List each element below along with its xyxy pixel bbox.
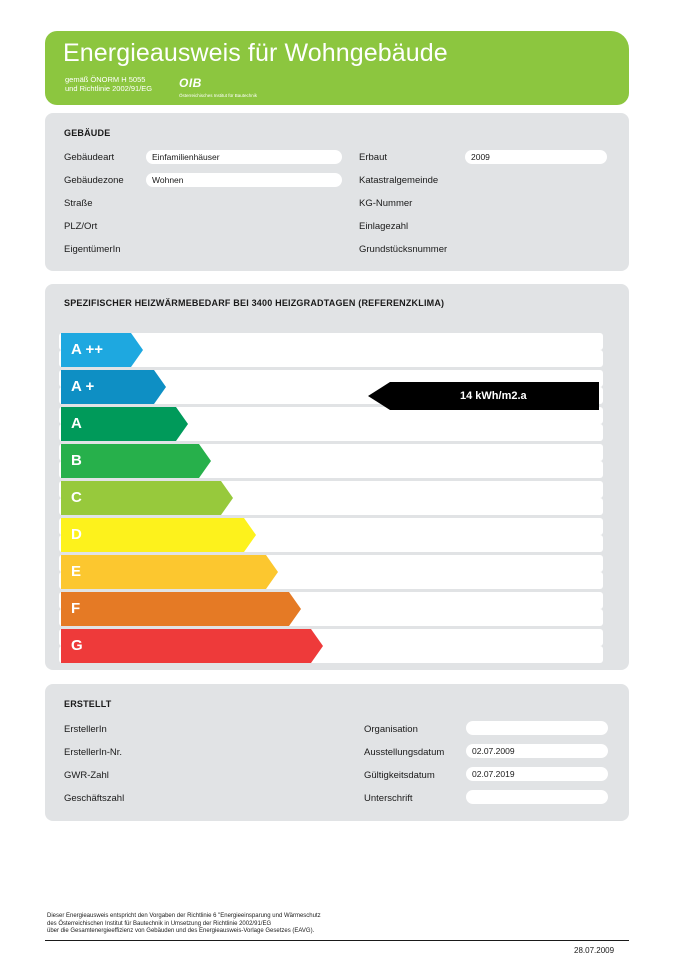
plot-number-label: Grundstücksnummer xyxy=(359,244,448,255)
energy-class-label: C xyxy=(71,489,82,506)
footer-note-line-1: Dieser Energieausweis entspricht den Vorgaben der Richtlinie 6 "Energieeinsparung und Wärmeschutz xyxy=(47,913,321,919)
gwr-number-label: GWR-Zahl xyxy=(64,770,109,781)
oib-logo-tagline: Österreichisches Institut für Bautechnik xyxy=(179,93,258,98)
building-zone-field: Wohnen xyxy=(146,173,342,187)
building-panel xyxy=(45,113,629,271)
energy-class-label: E xyxy=(71,563,82,580)
signature-field xyxy=(466,790,608,804)
validity-date-label: Gültigkeitsdatum xyxy=(364,770,435,781)
energy-class-6 xyxy=(61,518,256,552)
energy-class-arrow xyxy=(61,444,211,478)
energy-class-2 xyxy=(61,370,166,404)
energy-class-arrow xyxy=(61,481,233,515)
footer-divider xyxy=(45,940,629,941)
issue-date-field: 02.07.2009 xyxy=(466,744,608,758)
creator-number-label: ErstellerIn-Nr. xyxy=(64,747,123,758)
subtitle-line-1: gemäß ÖNORM H 5055 xyxy=(65,75,146,84)
footer-note-line-2: des Österreichischen Institut für Bautechnik in Umsetzung der Richtlinie 2002/91/EG xyxy=(47,920,272,927)
file-number-label: Geschäftszahl xyxy=(64,793,125,804)
header-banner xyxy=(45,31,629,105)
energy-class-7 xyxy=(61,555,278,589)
created-panel-title: ERSTELLT xyxy=(64,699,112,709)
energy-class-9 xyxy=(61,629,323,663)
oib-logo xyxy=(179,74,257,98)
energy-class-1 xyxy=(61,333,143,367)
street-label: Straße xyxy=(64,198,93,209)
issue-date-label: Ausstellungsdatum xyxy=(364,747,445,758)
footer-note xyxy=(47,913,321,936)
created-panel xyxy=(45,684,629,821)
energy-class-arrow xyxy=(61,592,301,626)
energy-class-arrow xyxy=(61,629,323,663)
postcode-city-label: PLZ/Ort xyxy=(64,221,98,232)
kg-number-label: KG-Nummer xyxy=(359,198,413,209)
cadastral-community-label: Katastralgemeinde xyxy=(359,175,439,186)
energy-class-3 xyxy=(61,407,188,441)
document-title: Energieausweis für Wohngebäude xyxy=(63,39,448,67)
validity-date-field: 02.07.2019 xyxy=(466,767,608,781)
energy-class-label: G xyxy=(71,637,83,654)
deposit-number-label: Einlagezahl xyxy=(359,221,409,232)
subtitle-line-2: und Richtlinie 2002/91/EG xyxy=(65,84,153,93)
energy-class-label: A ++ xyxy=(71,341,103,358)
header-subtitle xyxy=(65,75,152,93)
rating-indicator-value: 14 kWh/m2.a xyxy=(460,390,527,402)
building-type-label: Gebäudeart xyxy=(64,152,115,163)
building-zone-label: Gebäudezone xyxy=(64,175,124,186)
energy-class-label: D xyxy=(71,526,82,543)
energy-class-5 xyxy=(61,481,233,515)
owner-label: EigentümerIn xyxy=(64,244,121,255)
organisation-label: Organisation xyxy=(364,724,418,735)
energy-class-arrow xyxy=(61,555,278,589)
creator-label: ErstellerIn xyxy=(64,724,107,735)
energy-class-label: A xyxy=(71,415,82,432)
footer-date: 28.07.2009 xyxy=(574,946,615,955)
signature-label: Unterschrift xyxy=(364,793,413,804)
energy-class-label: A + xyxy=(71,378,95,395)
footer-note-line-3: über die Gesamtenergieeffizienz von Gebäuden und des Energieausweis-Vorlage Gesetzes (EAVG). xyxy=(47,928,315,934)
organisation-field xyxy=(466,721,608,735)
energy-class-4 xyxy=(61,444,211,478)
built-year-label: Erbaut xyxy=(359,152,387,163)
building-type-field: Einfamilienhäuser xyxy=(146,150,342,164)
energy-panel-title: SPEZIFISCHER HEIZWÄRMEBEDARF BEI 3400 HEIZGRADTAGEN (REFERENZKLIMA) xyxy=(64,298,445,308)
oib-logo-letters: OIB xyxy=(179,76,202,90)
building-panel-title: GEBÄUDE xyxy=(64,128,111,138)
built-year-field: 2009 xyxy=(465,150,607,164)
energy-class-arrow xyxy=(61,518,256,552)
energy-class-8 xyxy=(61,592,301,626)
energy-class-label: F xyxy=(71,600,81,617)
energy-class-label: B xyxy=(71,452,82,469)
